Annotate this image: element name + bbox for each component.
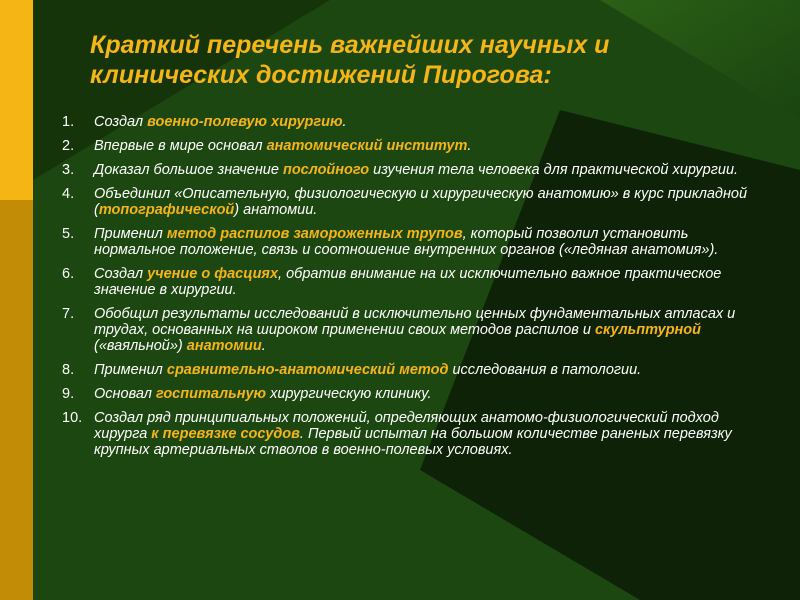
item-text: исследования в патологии. (448, 362, 642, 378)
side-accent-bar-bottom (0, 200, 33, 600)
list-item-number: 3. (62, 162, 75, 178)
item-text: Доказал большое значение (94, 162, 283, 178)
highlighted-term: учение о фасциях (147, 266, 279, 282)
item-text: хирургическую клинику. (266, 386, 432, 402)
list-item-number: 8. (62, 362, 75, 378)
list-item (62, 226, 772, 258)
item-text: . (467, 138, 472, 154)
highlighted-term: военно-полевую хирургию (147, 114, 343, 130)
item-text: , обратив внимание на их исключительно важное практическое значение в хирургии. (94, 266, 722, 298)
item-text: Создал ряд принципиальных положений, определяющих анатомо-физиологический подход хирурга (94, 410, 719, 442)
list-item (62, 138, 772, 154)
item-text: Впервые в мире основал (94, 138, 267, 154)
item-text: . (342, 114, 347, 130)
highlighted-term: метод распилов замороженных трупов (166, 226, 463, 242)
list-item (62, 410, 772, 458)
highlighted-term: госпитальную (155, 386, 267, 402)
list-item-number: 7. (62, 306, 75, 322)
item-text: Применил (94, 226, 167, 242)
achievements-list (62, 114, 772, 466)
item-text: . Первый испытал на большом количестве раненых перевязку крупных артериальных стволов в военно-полевых условиях. (94, 426, 732, 458)
slide-title: Краткий перечень важнейших научных и клинических достижений Пирогова: (90, 31, 610, 89)
item-text: изучения тела человека для практической хирургии. (369, 162, 739, 178)
list-item (62, 306, 772, 354)
list-item (62, 162, 772, 178)
list-item-number: 2. (62, 138, 75, 154)
list-item (62, 266, 772, 298)
list-item-number: 5. (62, 226, 75, 242)
item-text: Создал (94, 114, 148, 130)
item-text: Обобщил результаты исследований в исключительно ценных фундаментальных атласах и трудах, основанных на широком применении своих методов распилов и (94, 306, 736, 338)
list-item (62, 114, 772, 130)
list-item-number: 6. (62, 266, 75, 282)
side-accent-bar-top (0, 0, 33, 200)
list-item-number: 4. (62, 186, 75, 202)
highlighted-term: сравнительно-анатомический метод (166, 362, 449, 378)
list-item-number: 9. (62, 386, 75, 402)
highlighted-term: анатомии (186, 338, 262, 354)
item-text: Основал (94, 386, 156, 402)
list-item (62, 386, 772, 402)
list-item-number: 1. (62, 114, 75, 130)
highlighted-term: анатомический институт (266, 138, 468, 154)
item-text: («ваяльной») (94, 338, 187, 354)
list-item (62, 362, 772, 378)
item-text: Применил (94, 362, 167, 378)
item-text: ) анатомии. (234, 202, 318, 218)
highlighted-term: скульптурной (594, 322, 702, 338)
list-item (62, 186, 772, 218)
item-text: Объединил «Описательную, физиологическую и хирургическую анатомию» в курс прикладной ( (94, 186, 748, 218)
item-text: , который позволил установить нормальное положение, связь и соотношение внутренних органов («ледяная анатомия»). (94, 226, 719, 258)
highlighted-term: послойного (282, 162, 370, 178)
highlighted-term: к перевязке сосудов (151, 426, 300, 442)
item-text: . (261, 338, 266, 354)
item-text: Создал (94, 266, 148, 282)
list-item-number: 10. (62, 410, 83, 426)
highlighted-term: топографической (98, 202, 235, 218)
